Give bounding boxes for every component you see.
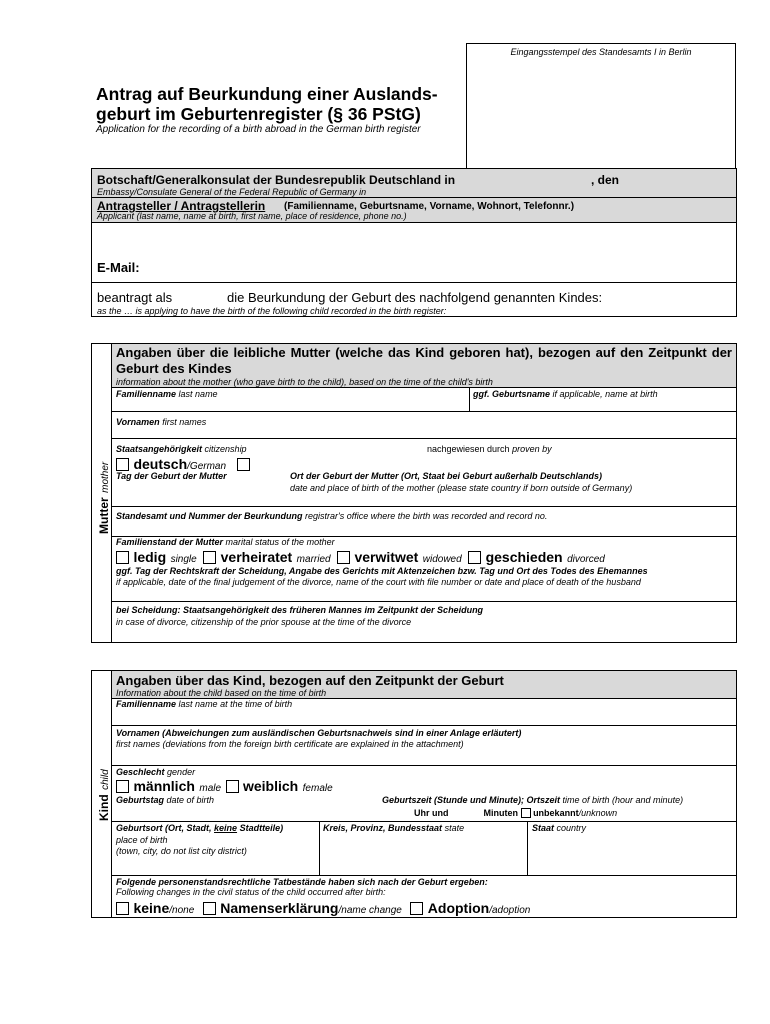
child-dob-label: Geburtstag date of birth [116,795,215,805]
child-pob-en1: place of birth [116,835,168,845]
child-gender-label: Geschlecht gender [116,767,196,777]
page-title: Antrag auf Beurkundung einer Auslands- geburt im Geburtenregister (§ 36 PStG) [96,84,438,124]
mother-firstnames-label: Vornamen first names [116,417,207,427]
mother-deutsch-option[interactable]: deutsch/German [116,456,250,474]
ledig-checkbox[interactable] [116,551,129,564]
prior-spouse-label: bei Scheidung: Staatsangehörigkeit des früheren Mannes im Zeitpunkt der Scheidung [116,605,484,615]
mother-dob-label: Tag der Geburt der Mutter [116,471,227,481]
child-changes-label: Folgende personenstandsrechtliche Tatbestände haben sich nach der Geburt ergeben: [116,877,488,887]
weiblich-checkbox[interactable] [226,780,239,793]
child-county-label: Kreis, Provinz, Bundesstaat state [323,823,465,833]
maennlich-checkbox[interactable] [116,780,129,793]
applicant-section [91,168,737,317]
child-heading: Angaben über das Kind, bezogen auf den Zeitpunkt der Geburt [116,673,504,688]
gender-options: männlich male weiblich female [116,778,333,796]
child-firstnames-en: first names (deviations from the foreign birth certificate are explained in the attachment) [116,739,464,749]
mother-pob-en: date and place of birth of the mother (please state country if born outside of Germany) [290,483,633,493]
page-subtitle: Application for the recording of a birth abroad in the German birth register [96,124,421,135]
child-pob-label: Geburtsort (Ort, Stadt, keine Stadtteile) [116,823,284,833]
mother-marital-label: Familienstand der Mutter marital status of the mother [116,537,335,547]
namenserklaerung-checkbox[interactable] [203,902,216,915]
child-tob-label: Geburtszeit (Stunde und Minute); Ortszeit time of birth (hour and minute) [382,795,684,805]
mother-section [91,343,737,643]
proven-checkbox[interactable] [237,458,250,471]
mother-lastname-label: Familienname last name [116,389,218,399]
embassy-label: Botschaft/Generalkonsulat der Bundesrepublik Deutschland in [97,173,456,187]
unbekannt-checkbox[interactable] [521,808,531,818]
child-country-label: Staat country [532,823,587,833]
embassy-den: , den [591,173,620,187]
verheiratet-checkbox[interactable] [203,551,216,564]
marital-options: ledig single verheiratet married verwitwet widowed geschieden divorced [116,549,605,567]
applicant-en: Applicant (last name, name at birth, first name, place of residence, phone no.) [97,211,407,221]
beantragt-rest: die Beurkundung der Geburt des nachfolgend genannten Kindes: [227,290,603,305]
mother-side-label: Mutter mother [97,461,111,534]
stamp-label: Eingangsstempel des Standesamts I in Berlin [510,47,692,57]
email-label: E-Mail: [97,260,140,275]
mother-proven-label: nachgewiesen durch proven by [427,444,552,454]
mother-citizenship-label: Staatsangehörigkeit citizenship [116,444,247,454]
applicant-detail: (Familienname, Geburtsname, Vorname, Wohnort, Telefonnr.) [284,201,575,212]
child-pob-en2: (town, city, do not list city district) [116,846,247,856]
mother-registry-label: Standesamt und Nummer der Beurkundung registrar's office where the birth was recorded and record no. [116,511,548,521]
beantragt-label: beantragt als [97,290,173,305]
prior-spouse-en: in case of divorce, citizenship of the prior spouse at the time of the divorce [116,617,412,627]
child-firstnames-label: Vornamen (Abweichungen zum ausländischen Geburtsnachweis sind in einer Anlage erläutert) [116,728,522,738]
deutsch-checkbox[interactable] [116,458,129,471]
divorce-label: ggf. Tag der Rechtskraft der Scheidung, Angabe des Gerichts mit Aktenzeichen bzw. Tag und Ort des Todes des Ehemannes [116,566,648,576]
divorce-en: if applicable, date of the final judgement of the divorce, name of the court with file number or date and place of death of the husband [116,577,641,587]
adoption-checkbox[interactable] [410,902,423,915]
geschieden-checkbox[interactable] [468,551,481,564]
child-changes-en: Following changes in the civil status of the child occurred after birth: [116,887,386,897]
stamp-box [466,43,736,174]
mother-birthname-label: ggf. Geburtsname if applicable, name at birth [473,389,658,399]
changes-options: keine/none Namenserklärung/name change Adoption/adoption [116,900,530,918]
child-time-fields: Uhr und Minuten unbekannt/unknown [414,808,618,818]
beantragt-en: as the … is applying to have the birth of the following child recorded in the birth register: [97,306,447,316]
mother-heading: Angaben über die leibliche Mutter (welche das Kind geboren hat), bezogen auf den Zeitpunkt der Geburt des Kindes [116,345,732,376]
mother-pob-label: Ort der Geburt der Mutter (Ort, Staat bei Geburt außerhalb Deutschlands) [290,471,603,481]
embassy-en: Embassy/Consulate General of the Federal Republic of Germany in [97,187,367,197]
applicant-label: Antragsteller / Antragstellerin [97,199,266,213]
keine-checkbox[interactable] [116,902,129,915]
child-heading-en: Information about the child based on the time of birth [116,688,327,698]
verwitwet-checkbox[interactable] [337,551,350,564]
mother-heading-en: information about the mother (who gave birth to the child), based on the time of the child's birth [116,377,493,387]
child-section [91,670,737,918]
child-side-label: Kind child [97,769,111,821]
child-lastname-label: Familienname last name at the time of birth [116,699,293,709]
